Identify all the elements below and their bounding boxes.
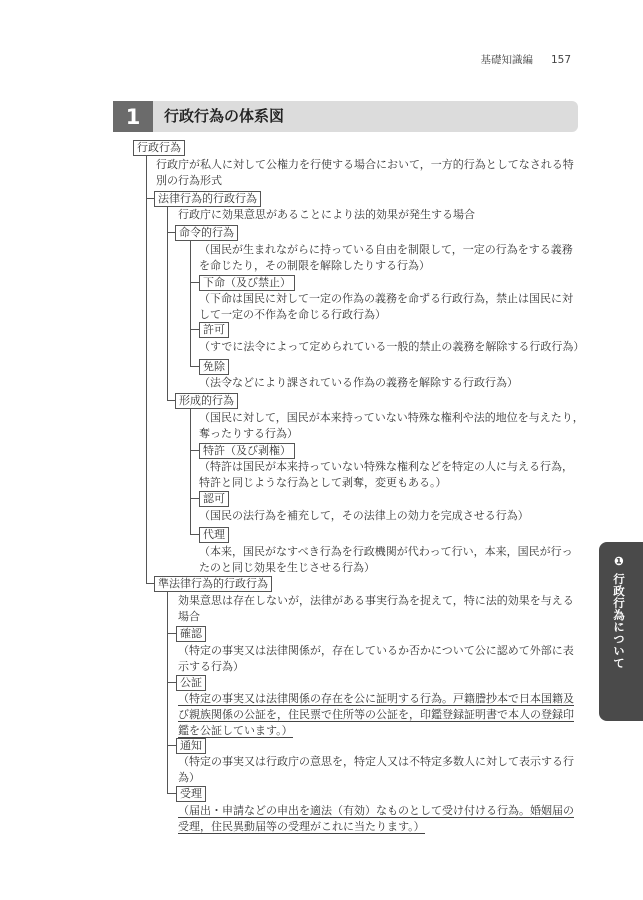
node-label-permit: 許可 bbox=[199, 322, 229, 338]
node-desc-permit: （すでに法令によって定められている一般的禁止の義務を解除する行政行為） bbox=[199, 340, 585, 353]
connector-line bbox=[190, 450, 199, 451]
connector-line bbox=[167, 592, 168, 793]
connector-line bbox=[190, 282, 199, 283]
node-label-command: 下命（及び禁止） bbox=[199, 275, 295, 291]
node-desc-exemption: （法令などにより課されている作為の義務を解除する行政行為） bbox=[199, 376, 518, 389]
node-label-certification: 公証 bbox=[176, 675, 206, 691]
node-desc-order-act: （国民が生まれながらに持っている自由を制限して，一定の行為をする義務 を命じたり，その制限を解除したりする行為） bbox=[199, 243, 573, 272]
node-label-confirmation: 確認 bbox=[176, 626, 206, 642]
node-label-order-act: 命令的行為 bbox=[175, 225, 238, 241]
node-label-quasi-legal-act: 準法律行為的行政行為 bbox=[154, 576, 272, 592]
node-desc-agency: （本来，国民がなすべき行為を行政機関が代わって行い，本来，国民が行っ たのと同じ効果を生じさせる行為） bbox=[199, 545, 573, 574]
section-number: 1 bbox=[113, 101, 153, 132]
node-label-root: 行政行為 bbox=[133, 140, 185, 156]
connector-line bbox=[167, 232, 175, 233]
connector-line bbox=[167, 207, 168, 400]
connector-line bbox=[190, 408, 191, 534]
node-desc-quasi-legal-act: 効果意思は存在しないが，法律がある事実行為を捉えて，特に法的効果を与える 場合 bbox=[178, 594, 574, 623]
node-label-formative-act: 形成的行為 bbox=[175, 393, 238, 409]
node-desc-patent: （特許は国民が本来持っていない特殊な権利などを特定の人に与える行為， 特許と同じような行為として剥奪，変更もある。） bbox=[199, 460, 573, 489]
connector-line bbox=[167, 793, 176, 794]
node-desc-formative-act: （国民に対して，国民が本来持っていない特殊な権利や法的地位を与えたり， 奪ったりする行為） bbox=[199, 411, 584, 440]
node-desc-certification: （特定の事実又は法律関係の存在を公に証明する行為。戸籍謄抄本で日本国籍及 び親族関係の公証を，住民票で住所等の公証を，印鑑登録証明書で本人の登録印 鑑を公証しています。） bbox=[178, 692, 574, 737]
node-desc-approval: （国民の法行為を補充して，その法律上の効力を完成させる行為） bbox=[199, 509, 529, 522]
connector-line bbox=[167, 633, 176, 634]
connector-line bbox=[190, 366, 199, 367]
node-desc-root: 行政庁が私人に対して公権力を行使する場合において，一方的行為としてなされる特 別の行為形式 bbox=[156, 158, 574, 187]
node-label-agency: 代理 bbox=[199, 527, 229, 543]
chapter-side-tab-label: ❶ 行政行為について bbox=[612, 554, 626, 670]
connector-line bbox=[190, 240, 191, 366]
node-label-acceptance: 受理 bbox=[176, 786, 206, 802]
connector-line bbox=[167, 682, 176, 683]
node-desc-acceptance: （届出・申請などの申出を適法（有効）なものとして受け付ける行為。婚姻届の 受理，住民異動届等の受理がこれに当たります。） bbox=[178, 804, 574, 833]
connector-line bbox=[167, 400, 175, 401]
node-label-legal-act: 法律行為的行政行為 bbox=[154, 191, 261, 207]
section-name: 基礎知識編 bbox=[480, 54, 533, 66]
node-label-patent: 特許（及び剥権） bbox=[199, 443, 295, 459]
connector-line bbox=[190, 498, 199, 499]
connector-line bbox=[146, 155, 147, 584]
node-desc-legal-act: 行政庁に効果意思があることにより法的効果が発生する場合 bbox=[178, 208, 475, 221]
page-title: 行政行為の体系図 bbox=[164, 107, 285, 125]
connector-line bbox=[167, 745, 176, 746]
node-desc-command: （下命は国民に対して一定の作為の義務を命ずる行政行為，禁止は国民に対 して一定の不作為を命じる行政行為） bbox=[199, 292, 573, 321]
node-label-notification: 通知 bbox=[176, 738, 206, 754]
connector-line bbox=[190, 329, 199, 330]
node-desc-notification: （特定の事実又は行政庁の意思を，特定人又は不特定多数人に対して表示する行 為） bbox=[178, 755, 574, 784]
connector-line bbox=[190, 534, 199, 535]
node-desc-confirmation: （特定の事実又は法律関係が，存在しているか否かについて公に認めて外部に表 示する行為） bbox=[178, 644, 574, 673]
page-number: 157 bbox=[550, 54, 571, 66]
connector-line bbox=[146, 583, 154, 584]
node-label-exemption: 免除 bbox=[199, 359, 229, 375]
connector-line bbox=[146, 198, 154, 199]
node-label-approval: 認可 bbox=[199, 491, 229, 507]
